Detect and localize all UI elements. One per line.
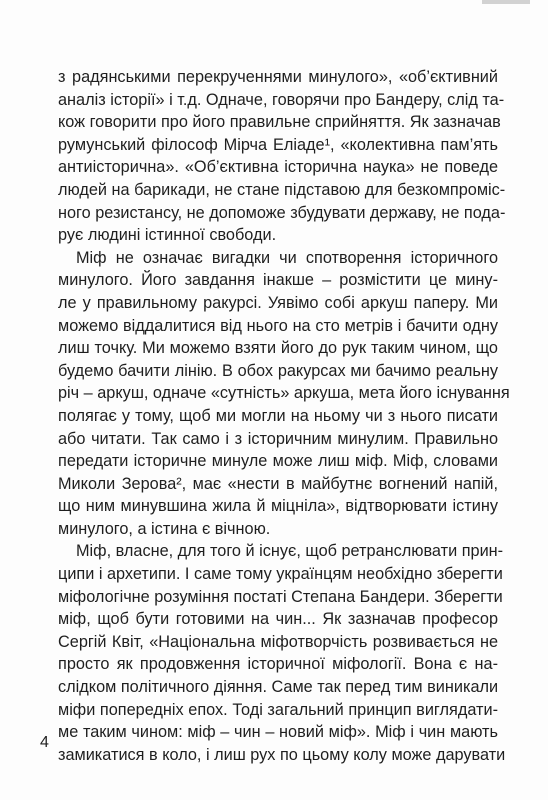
text-line: з радянськими перекрученнями минулого», «об’єктивний (58, 68, 498, 86)
text-line: лиш точку. Ми можемо взяти його до рук таким чином, що (58, 339, 498, 358)
text-line: минулого. Його завдання інакше – розмістити це мину- (58, 271, 498, 290)
body-text (58, 66, 510, 766)
text-line: ме таким чином: міф – чин – новий міф». Міф і чин мають (58, 723, 498, 742)
page-number: 4 (40, 734, 49, 751)
text-line: міфи попередніх епох. Тоді загальний принцип виглядати- (58, 700, 498, 719)
text-line: антиісторична». «Об’єктивна історична наука» не поведе (58, 158, 498, 177)
text-line: Миколи Зерова², має «нести в майбутнє вогнений напій, (58, 474, 498, 493)
text-line: просто як продовження історичної міфології. Вона є на- (58, 655, 498, 674)
text-line: передати історичне минуле може лиш міф. Міф, словами (58, 452, 498, 471)
text-line: міф, щоб бути готовими на чин... Як зазначав професор (58, 610, 498, 629)
text-line: або читати. Так само і з історичним минулим. Правильно (58, 429, 498, 448)
text-line: румунський філософ Мірча Еліаде¹, «колективна пам’ять (58, 135, 498, 154)
text-line: Міф не означає вигадки чи спотворення історичного (76, 248, 498, 267)
text-line: замикатися в коло, і лиш рух по цьому колу може дарувати (58, 745, 506, 764)
text-line: ле у правильному ракурсі. Уявімо собі аркуш паперу. Ми (58, 293, 498, 312)
text-line: людей на барикади, не стане підставою для безкомпроміс- (58, 180, 506, 199)
top-edge-mark (482, 0, 530, 4)
text-line: ципи і архетипи. І саме тому українцям необхідно зберегти (58, 565, 503, 584)
text-line: минулого, а істина є вічною. (58, 519, 271, 538)
text-line: слідком політичного діяння. Саме так перед тим виникали (58, 678, 499, 697)
text-line: полягає у тому, щоб ми могли на ньому чи з нього писати (58, 406, 498, 425)
text-line: міфологічне розуміння постаті Степана Бандери. Зберегти (58, 587, 503, 606)
text-line: річ – аркуш, одначе «сутність» аркуша, мета його існування (58, 384, 510, 403)
text-line: Міф, власне, для того й існує, щоб ретранслювати прин- (76, 542, 504, 561)
text-line: що ним минувшина жила й міцніла», відтворювати істину (58, 497, 498, 516)
text-line: можемо віддалитися від нього на сто метрів і бачити одну (58, 316, 498, 335)
text-line: аналіз історії» і т.д. Одначе, говорячи про Бандеру, слід та- (58, 90, 505, 109)
text-line: рує людині істинної свободи. (58, 226, 277, 245)
text-line: будемо бачити лінію. В обох ракурсах ми бачимо реальну (58, 361, 498, 380)
text-line: Сергій Квіт, «Національна міфотворчість розвивається не (58, 632, 498, 651)
text-line: ного резистансу, не допоможе збудувати державу, не пода- (58, 203, 506, 222)
text-line: кож говорити про його правильне сприйняття. Як зазначав (58, 113, 501, 132)
